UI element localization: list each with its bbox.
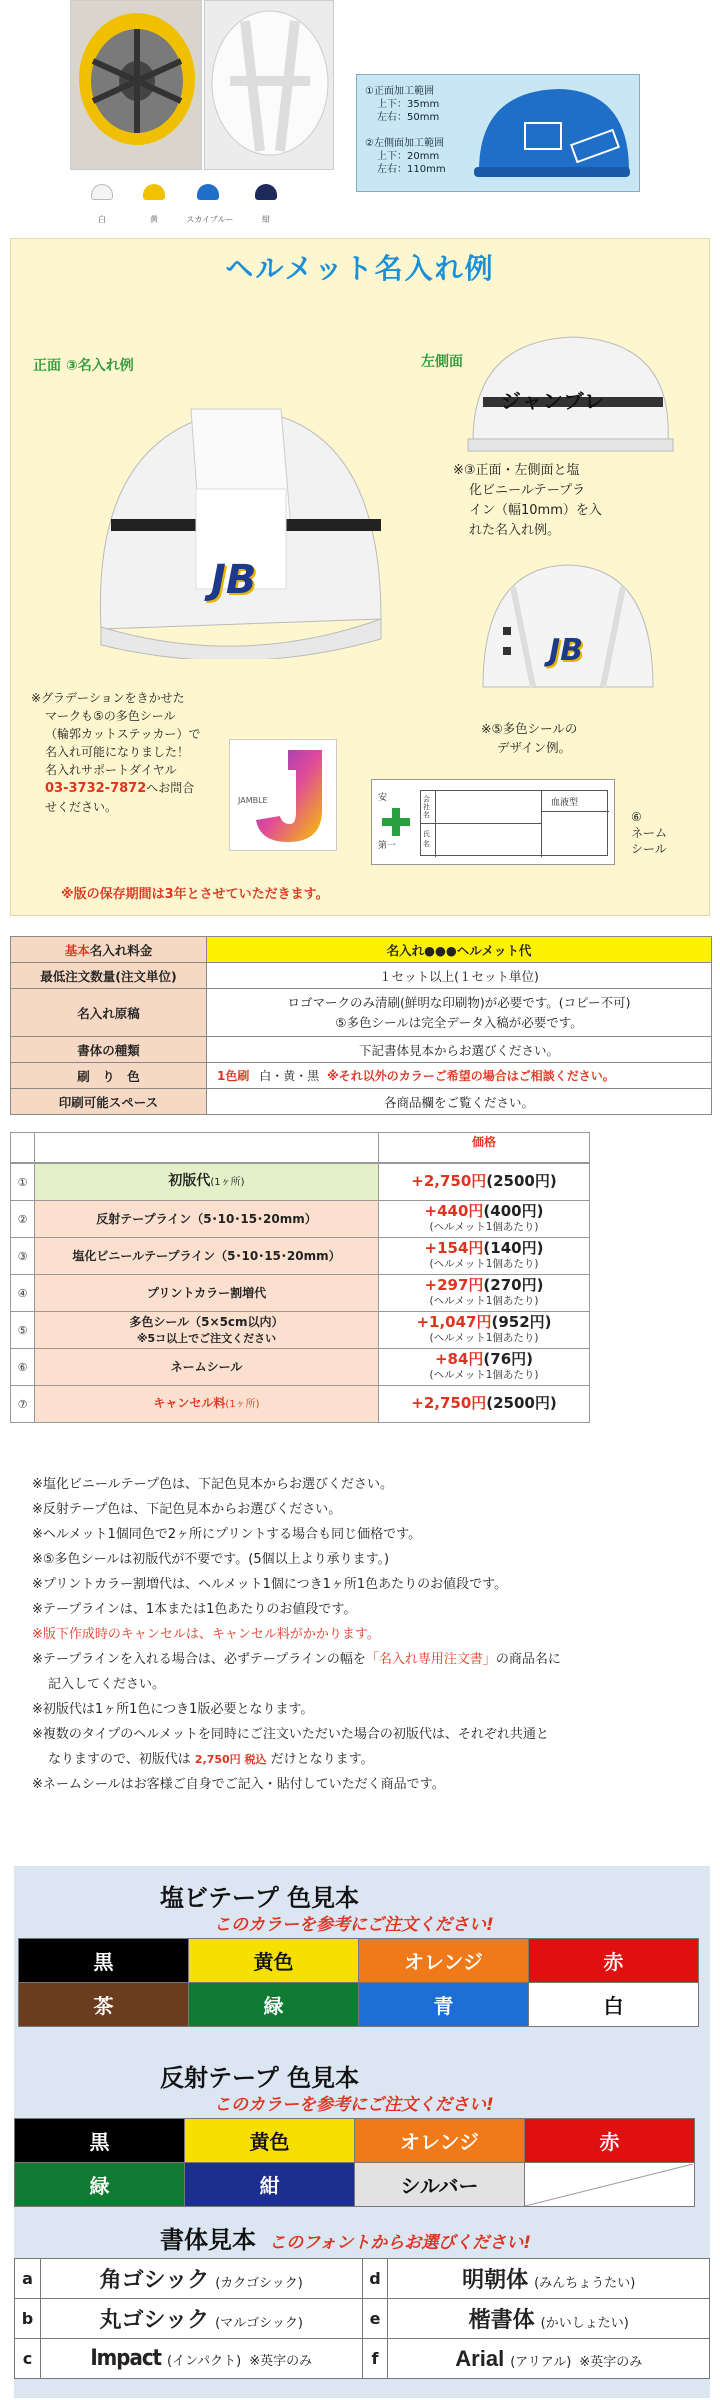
seal-char: 第一 (378, 841, 397, 851)
font-name: 丸ゴシック (99, 2308, 210, 2333)
jamble-logo (229, 739, 337, 851)
note-tape-width (32, 1647, 712, 1672)
row-value (207, 1063, 712, 1089)
font-letter: e (362, 2299, 388, 2339)
row-value: 下記書体見本からお選びください。 (207, 1037, 712, 1063)
manuscript-line-1: ロゴマークのみ清刷(鮮明な印刷物)が必要です。(コピー不可) (287, 994, 631, 1010)
note-text: の商品名に (495, 1652, 561, 1667)
note-multi-type: ※複数のタイプのヘルメットを同時にご注文いただいた場合の初版代は、それぞれ共通と (32, 1727, 549, 1742)
phone-suffix: へお問合 (146, 781, 195, 795)
row-number: ③ (11, 1238, 35, 1275)
note-text: だけとなります。 (270, 1752, 374, 1767)
font-sample (40, 2299, 362, 2339)
helmet-swatch-yellow (143, 184, 165, 200)
price-item-label: 初版代 (168, 1173, 211, 1189)
font-sample-section (14, 2212, 710, 2398)
price-item-note: (1ヶ所) (225, 1399, 260, 1410)
font-name: Arial (455, 2345, 505, 2371)
basic-header-rest: 名入れ料金 (89, 942, 153, 958)
note-multi-type-2 (32, 1747, 712, 1772)
row-value (207, 989, 712, 1037)
pvc-subtitle: このカラーを参考にご注文ください! (214, 1915, 494, 1935)
price-item-note: ※5コ以上でご注文ください (136, 1331, 277, 1345)
first-edition-price: 2,750円 税込 (194, 1753, 267, 1766)
color-swatch: 赤 (529, 1939, 699, 1983)
color-row (15, 2119, 695, 2163)
price-pretax: (140円) (483, 1238, 544, 1257)
pvc-title: 塩ビテープ 色見本 (160, 1884, 360, 1912)
seal-helmet-image (473, 557, 663, 707)
color-swatch: 黒 (19, 1939, 189, 1983)
row-label: 最低注文数量(注文単位) (11, 963, 207, 989)
color-swatch: 黒 (15, 2119, 185, 2163)
font-heading (160, 2220, 531, 2255)
price-unit-note: (ヘルメット1個あたり) (429, 1331, 539, 1344)
safety-cross-icon (378, 794, 414, 854)
color-row (19, 1983, 699, 2027)
seal-note-line: ※⑤多色シールの (481, 721, 578, 736)
note-line: ※反射テープ色は、下記色見本からお選びください。 (32, 1502, 342, 1517)
seal-note-line: デザイン例。 (497, 740, 572, 755)
row-value: １セット以上(１セット単位) (207, 963, 712, 989)
font-letter: a (15, 2259, 41, 2299)
color-row (19, 1939, 699, 1983)
price-item-label: 反射テープライン（5･10･15･20mm） (96, 1212, 317, 1226)
price-row (11, 1201, 590, 1238)
font-name: Impact (90, 2346, 162, 2371)
color-swatch: 紺 (185, 2163, 355, 2207)
price-item (35, 1164, 379, 1201)
row-number: ① (11, 1164, 35, 1201)
price-header: 価格 (379, 1133, 590, 1163)
font-kana: (アリアル) (510, 2354, 572, 2370)
font-name: 楷書体 (468, 2307, 535, 2333)
print-color-red: 1色刷 (217, 1069, 250, 1083)
price-pretax: (270円) (483, 1275, 544, 1294)
note-list (32, 1472, 712, 1647)
price-item-label: ネームシール (170, 1360, 243, 1374)
price-value (379, 1275, 590, 1312)
left-helmet-text: ジャンブレ (501, 389, 605, 413)
tape-note-line: ※③正面・左側面と塩 (453, 463, 580, 478)
price-item-note: (1ヶ所) (210, 1177, 245, 1188)
font-sample (388, 2339, 710, 2379)
seal-example-note (481, 719, 577, 757)
price-unit-note: (ヘルメット1個あたり) (429, 1294, 539, 1307)
font-title: 書体見本 (160, 2226, 256, 2254)
manuscript-line-2: ⑤多色シールは完全データ入稿が必要です。 (335, 1014, 583, 1030)
note-text: なりますので、初版代は (48, 1752, 191, 1767)
front-label: 正面 ③名入れ例 (33, 358, 134, 374)
reflect-color-grid (14, 2118, 695, 2207)
range-front-horizontal: 左右：50mm (377, 112, 440, 123)
row-number: ⑤ (11, 1312, 35, 1349)
table-row (11, 989, 712, 1037)
note-line: ※ヘルメット1個同色で2ヶ所にプリントする場合も同じ価格です。 (32, 1527, 422, 1542)
font-name: 角ゴシック (99, 2268, 210, 2293)
helmet-liner-image (205, 1, 335, 171)
seal-cell-company: 会社名 (423, 795, 430, 819)
print-color-consult: ※それ以外のカラーご希望の場合はご相談ください。 (327, 1069, 615, 1083)
price-row (11, 1275, 590, 1312)
section-title: ヘルメット名入れ例 (225, 252, 495, 285)
name-seal-label-line: シール (631, 842, 667, 856)
price-row (11, 1349, 590, 1386)
font-sample (388, 2299, 710, 2339)
phone-suffix-2: せください。 (45, 800, 118, 814)
gradient-note-line: 名入れサポートダイヤル (45, 763, 177, 777)
price-item (35, 1349, 379, 1386)
price-amount: +440円 (424, 1201, 484, 1220)
helmet-swatch-navy (255, 184, 277, 200)
price-amount: +84円 (434, 1349, 484, 1368)
price-pretax: (76円) (483, 1349, 534, 1368)
price-table-body (10, 1163, 590, 1423)
color-swatch: 黄色 (189, 1939, 359, 1983)
price-amount: +297円 (424, 1275, 484, 1294)
font-kana: (カクゴシック) (215, 2276, 303, 2291)
font-note: ※英字のみ (579, 2354, 643, 2370)
name-seal-label-line: ⑥ (631, 810, 642, 824)
price-amount: +2,750円 (411, 1394, 487, 1412)
font-kana: (インパクト) (167, 2354, 242, 2369)
row-label: 印刷可能スペース (11, 1089, 207, 1115)
front-logo: JB (211, 557, 257, 603)
price-table (10, 1132, 590, 1163)
name-example-section (10, 238, 710, 916)
font-sample (388, 2259, 710, 2299)
pvc-color-grid (18, 1938, 699, 2027)
price-value (379, 1312, 590, 1349)
price-item (35, 1201, 379, 1238)
note-name-seal: ※ネームシールはお客様ご自身でご記入・貼付していただく商品です。 (32, 1777, 445, 1792)
font-note: ※英字のみ (249, 2354, 313, 2369)
price-value (379, 1238, 590, 1275)
color-row (15, 2163, 695, 2207)
empty-swatch (525, 2163, 695, 2207)
price-amount: +1,047円 (416, 1312, 492, 1331)
price-unit-note: (ヘルメット1個あたり) (429, 1257, 539, 1270)
seal-logo: JB (549, 633, 584, 668)
price-row (11, 1238, 590, 1275)
color-swatch: シルバー (355, 2163, 525, 2207)
price-pretax: (400円) (483, 1201, 544, 1220)
range-side-vertical: 上下：20mm (377, 151, 440, 162)
price-value (379, 1386, 590, 1423)
table-row (11, 1037, 712, 1063)
basic-header-right: 名入れ●●●ヘルメット代 (207, 937, 712, 963)
pvc-color-section (14, 1866, 710, 2052)
range-front-vertical: 上下：35mm (377, 99, 440, 110)
color-swatch: オレンジ (355, 2119, 525, 2163)
row-number: ⑥ (11, 1349, 35, 1386)
row-value: 各商品欄をご覧ください。 (207, 1089, 712, 1115)
basic-header-left (11, 937, 207, 963)
range-side (365, 137, 446, 176)
color-swatch: 緑 (189, 1983, 359, 2027)
font-letter: f (362, 2339, 388, 2379)
font-kana: (マルゴシック) (215, 2316, 303, 2331)
helmet-color-label: スカイブルー (186, 215, 234, 224)
price-pretax: (952円) (491, 1312, 552, 1331)
tape-note-line: 化ビニールテープラ (469, 483, 586, 498)
name-seal-label-line: ネーム (631, 826, 668, 840)
price-value (379, 1201, 590, 1238)
notes-section (32, 1472, 712, 1797)
price-value (379, 1164, 590, 1201)
helmet-liner-photo (204, 0, 334, 170)
print-range-diagram (356, 74, 640, 192)
font-letter: c (15, 2339, 41, 2379)
tape-note-line: イン（幅10mm）を入 (469, 503, 602, 518)
price-row (11, 1312, 590, 1349)
price-pretax: (2500円) (486, 1172, 557, 1190)
price-item-label: 多色シール（5×5cm以内） (129, 1314, 284, 1329)
order-form-link[interactable]: 「名入れ専用注文書」 (365, 1652, 496, 1667)
row-label: 刷 り 色 (11, 1063, 207, 1089)
color-swatch: オレンジ (359, 1939, 529, 1983)
table-row (11, 1089, 712, 1115)
seal-cell-name: 氏名 (423, 830, 430, 848)
name-seal-label (631, 809, 667, 857)
font-kana: (みんちょうたい) (534, 2276, 636, 2291)
price-row (11, 1386, 590, 1423)
retention-note: ※版の保存期間は3年とさせていただきます。 (61, 887, 329, 902)
table-row (11, 1063, 712, 1089)
color-swatch: 緑 (15, 2163, 185, 2207)
basic-fee-table (10, 936, 712, 1115)
gradient-note-line: 名入れ可能になりました！ (45, 745, 190, 759)
price-pretax: (2500円) (486, 1394, 557, 1412)
print-color-options: 白・黄・黒 (259, 1069, 320, 1083)
font-kana: (かいしょたい) (540, 2316, 629, 2331)
color-swatch: 黄色 (185, 2119, 355, 2163)
basic-header-red: 基本 (64, 942, 90, 958)
row-label: 書体の種類 (11, 1037, 207, 1063)
jamble-label: JAMBLE (238, 796, 268, 805)
price-item (35, 1275, 379, 1312)
color-swatch: 赤 (525, 2119, 695, 2163)
price-amount: +154円 (424, 1238, 484, 1257)
row-number: ④ (11, 1275, 35, 1312)
tape-example-note (453, 461, 693, 541)
font-sample (40, 2259, 362, 2299)
font-row (15, 2339, 710, 2379)
font-letter: b (15, 2299, 41, 2339)
tape-note-line: れた名入れ例。 (469, 523, 561, 538)
helmet-swatch-white (91, 184, 113, 200)
font-subtitle: このフォントからお選びください! (269, 2233, 531, 2253)
gradient-note (31, 689, 251, 816)
color-swatch: 白 (529, 1983, 699, 2027)
font-grid (14, 2258, 710, 2379)
font-row (15, 2259, 710, 2299)
helmet-color-label: 紺 (262, 215, 270, 224)
color-swatch: 茶 (19, 1983, 189, 2027)
note-line: ※テープラインは、1本または1色あたりのお値段です。 (32, 1602, 357, 1617)
table-row (11, 937, 712, 963)
helmet-color-label: 黄 (150, 215, 158, 224)
price-item-label: プリントカラー割増代 (146, 1286, 267, 1300)
price-item-label: 塩化ビニールテープライン（5･10･15･20mm） (72, 1249, 341, 1263)
note-tape-width-2: 記入してください。 (48, 1677, 166, 1692)
reflect-color-section (14, 2052, 710, 2212)
range-front (365, 85, 439, 124)
support-phone[interactable]: 03-3732-7872 (45, 781, 147, 796)
note-line: ※版下作成時のキャンセルは、キャンセル料がかかります。 (32, 1627, 380, 1642)
helmet-interior-image (71, 1, 203, 171)
range-side-horizontal: 左右：110mm (377, 164, 446, 175)
note-first-edition: ※初版代は1ヶ所1色につき1版必要となります。 (32, 1702, 314, 1717)
helmet-color-label: 白 (98, 215, 106, 224)
note-text: ※テープラインを入れる場合は、必ずテープラインの幅を (32, 1652, 366, 1667)
price-item (35, 1312, 379, 1349)
table-row (11, 963, 712, 989)
range-front-title: ①正面加工範囲 (365, 86, 434, 97)
gradient-note-line: （輪郭カットステッカー）で (45, 727, 201, 741)
table-row (11, 1133, 590, 1163)
font-row (15, 2299, 710, 2339)
range-side-title: ②左側面加工範囲 (365, 138, 444, 149)
price-item (35, 1386, 379, 1423)
price-value (379, 1349, 590, 1386)
reflect-subtitle: このカラーを参考にご注文ください! (214, 2095, 494, 2115)
note-line: ※プリントカラー割増代は、ヘルメット1個につき1ヶ所1色あたりのお値段です。 (32, 1577, 508, 1592)
reflect-title: 反射テープ 色見本 (160, 2064, 360, 2092)
helmet-color-swatches (82, 180, 322, 230)
seal-char: 安 (378, 793, 388, 803)
price-item-label: キャンセル料 (153, 1396, 226, 1410)
price-row (11, 1164, 590, 1201)
font-letter: d (362, 2259, 388, 2299)
price-rows (10, 1163, 590, 1423)
price-amount: +2,750円 (411, 1172, 487, 1190)
front-helmet-image (81, 369, 401, 659)
row-number: ⑦ (11, 1386, 35, 1423)
name-seal-sample (371, 779, 615, 865)
helmet-interior-photo (70, 0, 202, 170)
price-unit-note: (ヘルメット1個あたり) (429, 1368, 539, 1381)
price-unit-note: (ヘルメット1個あたり) (429, 1220, 539, 1233)
gradient-note-line: マークも⑤の多色シール (45, 709, 176, 723)
note-line: ※⑤多色シールは初版代が不要です。(5個以上より承ります。) (32, 1552, 390, 1567)
price-item (35, 1238, 379, 1275)
note-line: ※塩化ビニールテープ色は、下記色見本からお選びください。 (32, 1477, 393, 1492)
row-number: ② (11, 1201, 35, 1238)
left-side-label: 左側面 (421, 354, 463, 370)
color-swatch: 青 (359, 1983, 529, 2027)
blue-helmet-image (469, 81, 635, 189)
font-name: 明朝体 (462, 2267, 529, 2293)
gradient-note-line: ※グラデーションをきかせた (31, 691, 185, 705)
row-label: 名入れ原稿 (11, 989, 207, 1037)
font-sample (40, 2339, 362, 2379)
helmet-swatch-skyblue (197, 184, 219, 200)
seal-cell-blood: 血液型 (551, 798, 579, 808)
